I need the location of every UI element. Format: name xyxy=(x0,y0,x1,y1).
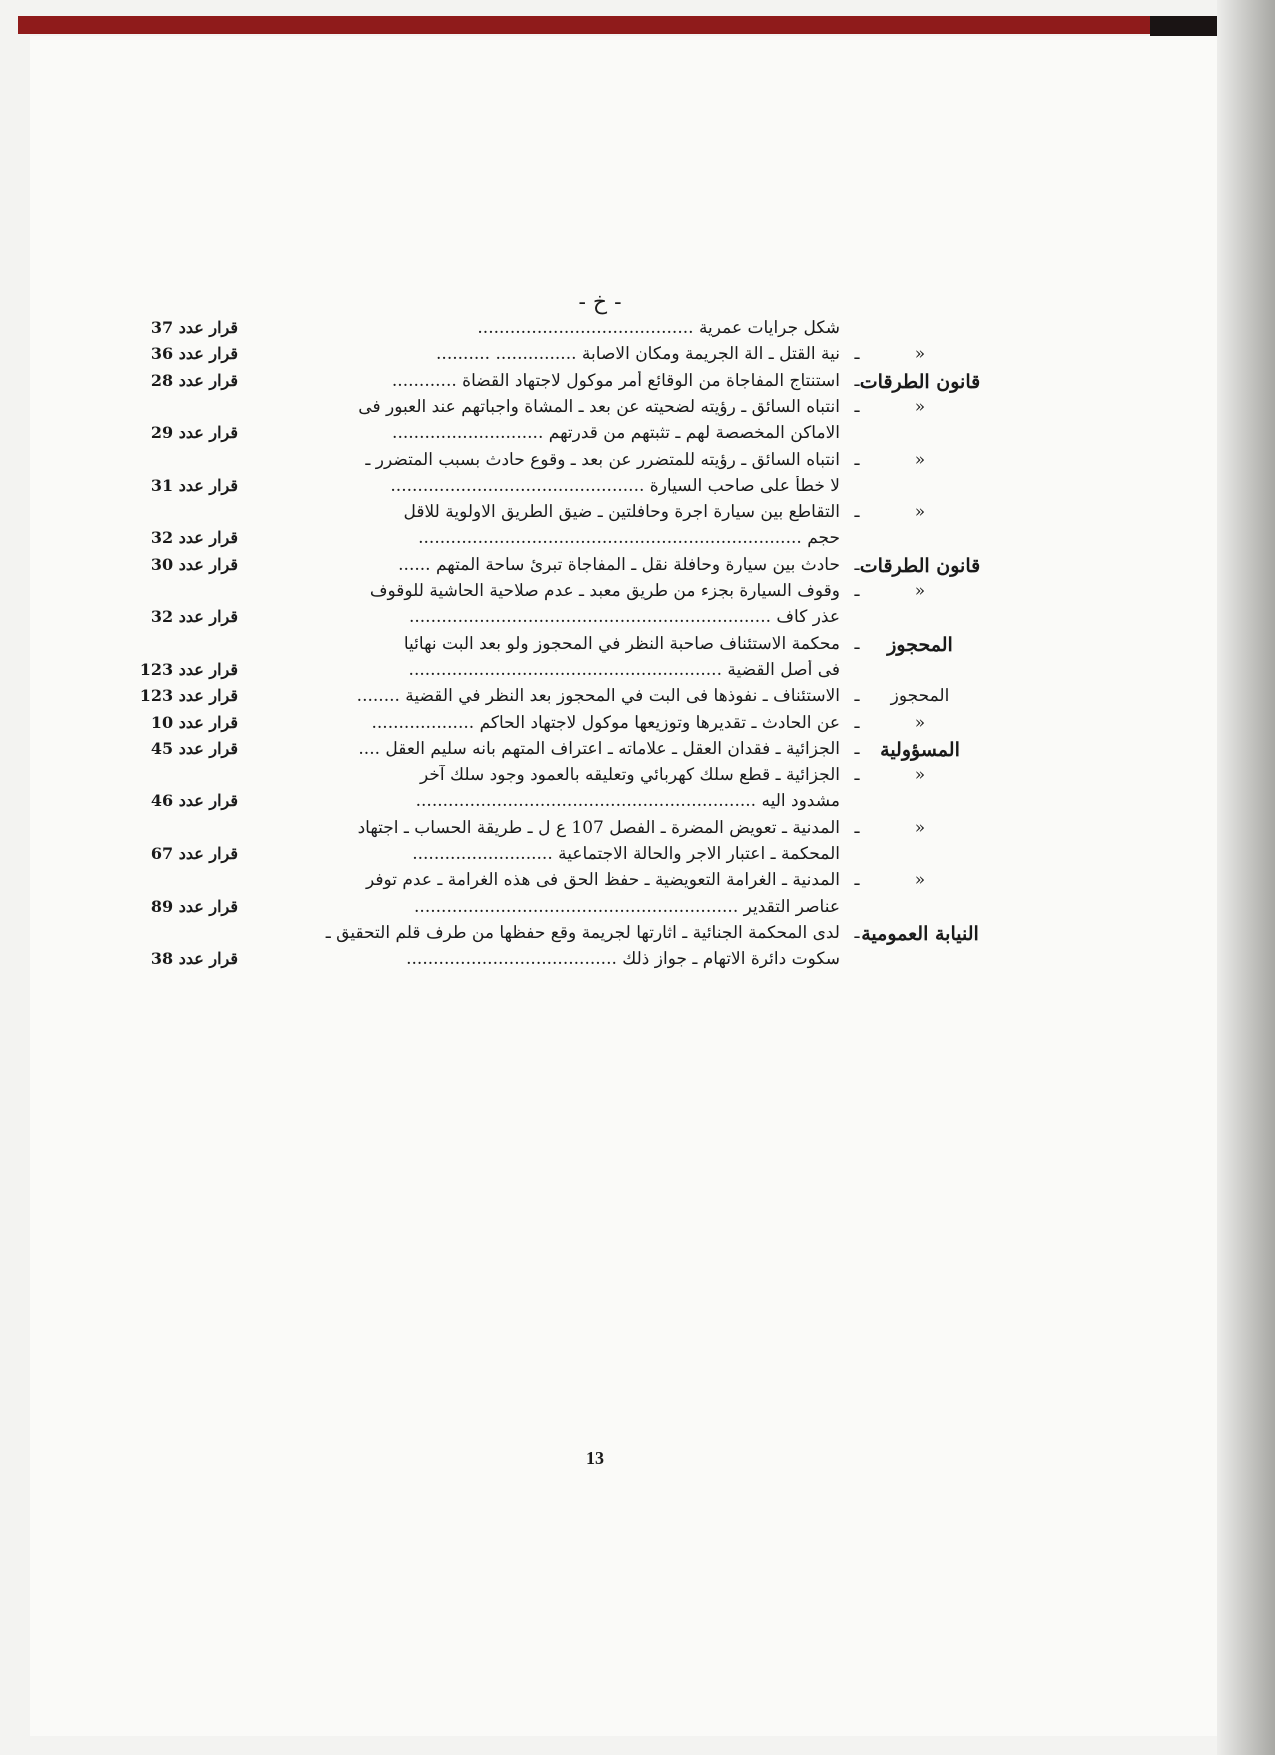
entry-description: حادث بين سيارة وحافلة نقل ـ المفاجاة تبرئ ساحة المتهم ...... xyxy=(398,554,840,575)
entry-decision-ref: قرار عدد 89 xyxy=(150,896,238,916)
entry-description: مشدود اليه ............................................................... xyxy=(415,791,840,812)
entry-category: « xyxy=(914,502,926,523)
entry-category: قانون الطرقات xyxy=(859,370,981,393)
entry-description: عن الحادث ـ تقديرها وتوزيعها موكول لاجتهاد الحاكم ................... xyxy=(371,712,840,733)
entry-category: « xyxy=(914,712,926,733)
entry-description: الاستئناف ـ نفوذها فى البت في المحجوز بعد النظر في القضية ........ xyxy=(356,686,840,707)
entry-category: المحجوز xyxy=(890,686,950,707)
entry-decision-ref: قرار عدد 123 xyxy=(139,686,238,706)
entry-description: شكل جرايات عمرية ........................................ xyxy=(477,318,840,338)
entry-decision-ref: قرار عدد 30 xyxy=(150,554,238,574)
entry-decision-ref: قرار عدد 123 xyxy=(139,659,238,679)
entry-description: حجم ....................................................................... xyxy=(418,528,840,549)
entry-decision-ref: قرار عدد 38 xyxy=(150,949,238,969)
entry-decision-ref: قرار عدد 67 xyxy=(150,844,238,863)
index-entry xyxy=(0,344,1275,373)
entry-category: « xyxy=(914,396,926,417)
entry-description: استنتاج المفاجاة من الوقائع أمر موكول لاجتهاد القضاة ............ xyxy=(391,370,840,391)
entry-dash: ـ xyxy=(854,765,860,786)
entry-decision-ref: قرار عدد 45 xyxy=(150,738,238,758)
index-entry xyxy=(0,423,1275,452)
entry-category: « xyxy=(914,581,926,601)
index-entry xyxy=(0,923,1275,952)
entry-dash: ـ xyxy=(854,396,860,417)
entry-description: التقاطع بين سيارة اجرة وحافلتين ـ ضيق الطريق الاولوية للاقل xyxy=(403,502,840,523)
entry-decision-ref: قرار عدد 10 xyxy=(150,712,238,732)
entry-description: سكوت دائرة الاتهام ـ جواز ذلك ....................................... xyxy=(406,949,840,970)
entry-category: « xyxy=(914,449,926,470)
index-entry xyxy=(0,318,1275,347)
entry-dash: ـ xyxy=(854,712,860,733)
entry-description: محكمة الاستئناف صاحبة النظر في المحجوز ولو بعد البت نهائيا xyxy=(403,633,840,654)
index-entry xyxy=(0,713,1275,742)
entry-decision-ref: قرار عدد 32 xyxy=(150,607,238,627)
entry-description: انتباه السائق ـ رؤيته للمتضرر عن بعد ـ وقوع حادث بسبب المتضرر ـ xyxy=(365,449,840,470)
entry-dash: ـ xyxy=(854,870,860,891)
entry-description: عناصر التقدير ............................................................ xyxy=(414,896,840,917)
entry-dash: ـ xyxy=(854,633,860,654)
index-entry xyxy=(0,555,1275,584)
entry-dash: ـ xyxy=(854,344,860,365)
entry-description: وقوف السيارة بجزء من طريق معبد ـ عدم صلاحية الحاشية للوقوف xyxy=(369,581,840,601)
entry-category: « xyxy=(914,817,926,838)
entry-description: المحكمة ـ اعتبار الاجر والحالة الاجتماعية .......................... xyxy=(412,844,840,864)
entry-description: نية القتل ـ الة الجريمة ومكان الاصابة ............... .......... xyxy=(436,344,840,365)
index-entry xyxy=(0,371,1275,400)
entry-decision-ref: قرار عدد 29 xyxy=(150,423,238,443)
entry-decision-ref: قرار عدد 28 xyxy=(150,370,238,390)
entry-decision-ref: قرار عدد 31 xyxy=(150,475,238,495)
entry-description: لدى المحكمة الجنائية ـ اثارتها لجريمة وقع حفظها من طرف قلم التحقيق ـ xyxy=(325,922,840,943)
entry-description: الجزائية ـ قطع سلك كهربائي وتعليقه بالعمود وجود سلك آخر xyxy=(420,765,840,786)
page-header: - خ - xyxy=(578,290,622,315)
entry-description: الجزائية ـ فقدان العقل ـ علاماته ـ اعتراف المتهم بانه سليم العقل .... xyxy=(358,738,840,759)
entry-description: الاماكن المخصصة لهم ـ تثبتهم من قدرتهم ............................ xyxy=(392,423,840,444)
index-entry xyxy=(0,528,1275,557)
entry-description: المدنية ـ الغرامة التعويضية ـ حفظ الحق فى هذه الغرامة ـ عدم توفر xyxy=(365,870,840,891)
entry-category: النيابة العمومية xyxy=(861,922,979,945)
entry-description: المدنية ـ تعويض المضرة ـ الفصل 107 ع ل ـ طريقة الحساب ـ اجتهاد xyxy=(357,817,840,838)
entry-dash: ـ xyxy=(854,554,860,575)
index-entry xyxy=(0,634,1275,663)
index-entry xyxy=(0,686,1275,715)
index-entry xyxy=(0,581,1275,610)
index-entry xyxy=(0,897,1275,926)
entry-decision-ref: قرار عدد 32 xyxy=(150,528,238,548)
entry-decision-ref: قرار عدد 46 xyxy=(150,791,238,811)
entry-dash: ـ xyxy=(854,817,860,838)
entry-decision-ref: قرار عدد 37 xyxy=(150,318,238,337)
entry-decision-ref: قرار عدد 36 xyxy=(150,344,238,364)
index-entry xyxy=(0,660,1275,689)
index-entry xyxy=(0,765,1275,794)
index-entry xyxy=(0,397,1275,426)
entry-description: عذر كاف ................................................................... xyxy=(408,607,840,628)
index-entry xyxy=(0,870,1275,899)
page-number: 13 xyxy=(586,1448,604,1468)
index-entry xyxy=(0,607,1275,636)
entry-dash: ـ xyxy=(854,502,860,523)
red-binding-edge xyxy=(18,16,1258,34)
index-entry xyxy=(0,502,1275,531)
entry-dash: ـ xyxy=(854,922,860,943)
entry-category: « xyxy=(914,870,926,891)
entry-description: انتباه السائق ـ رؤيته لضحيته عن بعد ـ المشاة واجباتهم عند العبور فى xyxy=(358,396,840,417)
entry-dash: ـ xyxy=(854,686,860,707)
entry-category: قانون الطرقات xyxy=(859,554,981,577)
entry-category: « xyxy=(914,344,926,365)
entry-dash: ـ xyxy=(854,581,860,601)
index-entry xyxy=(0,739,1275,768)
entry-category: المسؤولية xyxy=(880,738,960,761)
index-entry xyxy=(0,949,1275,978)
entry-description: لا خطأ على صاحب السيارة ............................................... xyxy=(390,475,840,496)
entry-category: المحجوز xyxy=(887,633,953,656)
entry-dash: ـ xyxy=(854,738,860,759)
entry-dash: ـ xyxy=(854,449,860,470)
entry-description: فى أصل القضية .......................................................... xyxy=(408,659,840,680)
index-entry xyxy=(0,476,1275,505)
index-entry xyxy=(0,791,1275,820)
index-entry xyxy=(0,818,1275,847)
index-entry xyxy=(0,450,1275,479)
index-entry xyxy=(0,844,1275,873)
entry-dash: ـ xyxy=(854,370,860,391)
entry-category: « xyxy=(914,765,926,786)
